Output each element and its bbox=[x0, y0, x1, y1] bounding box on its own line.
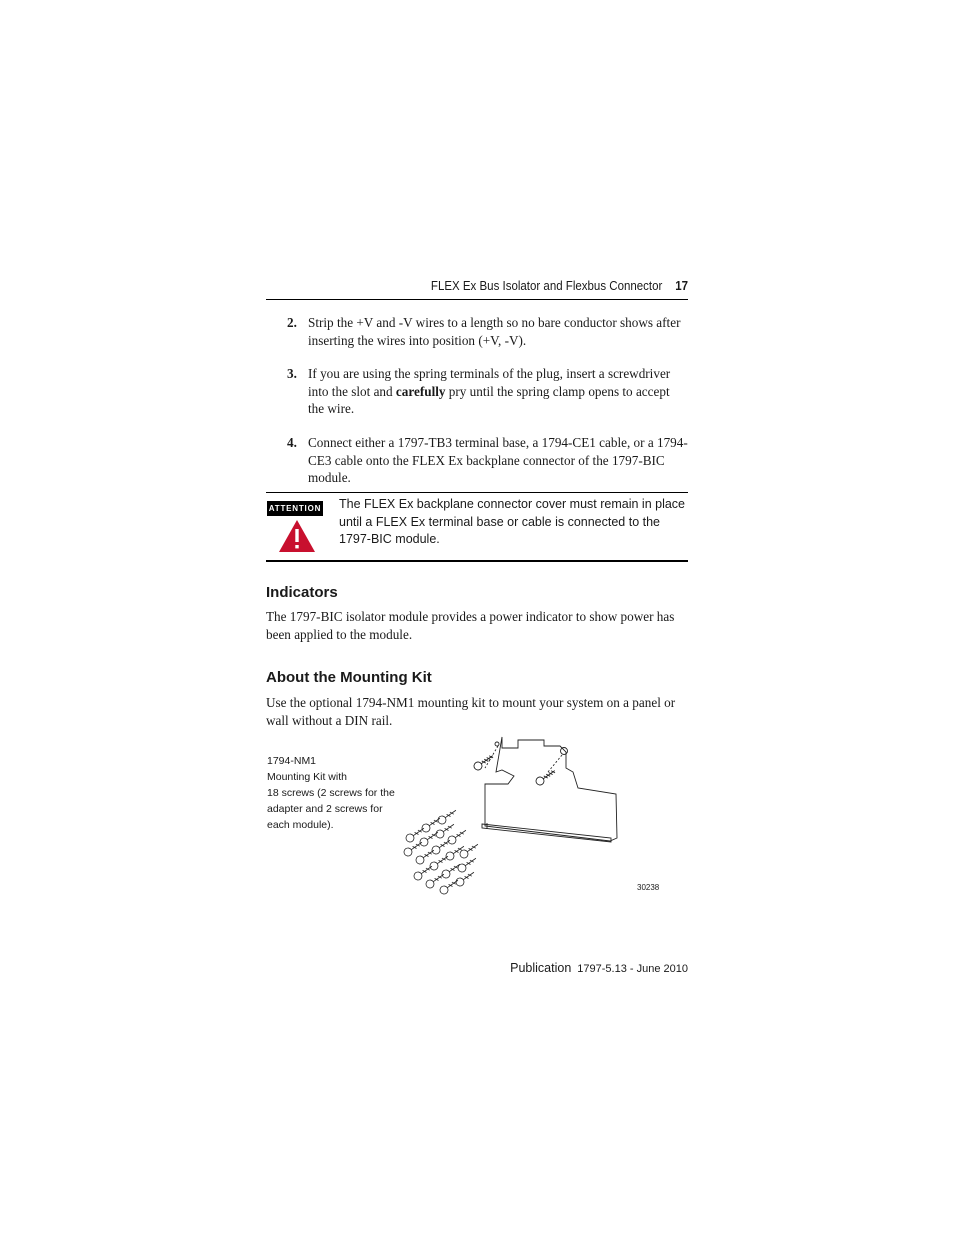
header-rule bbox=[266, 299, 688, 300]
step-number: 2. bbox=[287, 315, 297, 330]
page-footer bbox=[460, 961, 688, 975]
step-text-part: If you are using the spring terminals of the plug, insert a screwdriver into the slot and bbox=[308, 366, 671, 399]
page-number: 17 bbox=[675, 279, 688, 293]
attention-rule-bottom bbox=[266, 560, 688, 562]
publication-label: Publication bbox=[510, 961, 572, 975]
step-number: 3. bbox=[287, 366, 297, 381]
mounting-kit-illustration bbox=[390, 728, 630, 903]
indicators-heading: Indicators bbox=[266, 584, 338, 601]
step-text: Strip the +V and -V wires to a length so no bare conductor shows after inserting the wires into position (+V, -V). bbox=[308, 315, 681, 348]
figure-caption: 1794-NM1 Mounting Kit with 18 screws (2 screws for the adapter and 2 screws for each module). bbox=[267, 755, 395, 831]
header-title: FLEX Ex Bus Isolator and Flexbus Connector bbox=[430, 279, 663, 293]
attention-text: The FLEX Ex backplane connector cover must remain in place until a FLEX Ex terminal base or cable is connected to the 1797-BIC module. bbox=[339, 497, 686, 546]
warning-triangle-icon bbox=[278, 519, 316, 553]
step-text bbox=[308, 365, 688, 418]
step-text-part: pry until the spring clamp opens to accept the wire. bbox=[308, 383, 670, 416]
emphasis-text: carefully bbox=[395, 383, 446, 399]
step-number: 4. bbox=[287, 435, 297, 450]
attention-rule-top bbox=[266, 492, 688, 493]
step-text: Connect either a 1797-TB3 terminal base, a 1794-CE1 cable, or a 1794-CE3 cable onto the FLEX Ex backplane connector of the 1797-BIC module. bbox=[308, 435, 688, 485]
indicators-text: The 1797-BIC isolator module provides a power indicator to show power has been applied to the module. bbox=[266, 609, 675, 642]
figure-id: 30238 bbox=[637, 883, 660, 892]
publication-number: 1797-5.13 - June 2010 bbox=[577, 963, 688, 975]
mounting-kit-heading: About the Mounting Kit bbox=[266, 669, 432, 686]
running-header bbox=[300, 276, 688, 296]
mounting-kit-text: Use the optional 1794-NM1 mounting kit to mount your system on a panel or wall without a DIN rail. bbox=[266, 695, 676, 728]
attention-badge: ATTENTION bbox=[267, 501, 323, 516]
